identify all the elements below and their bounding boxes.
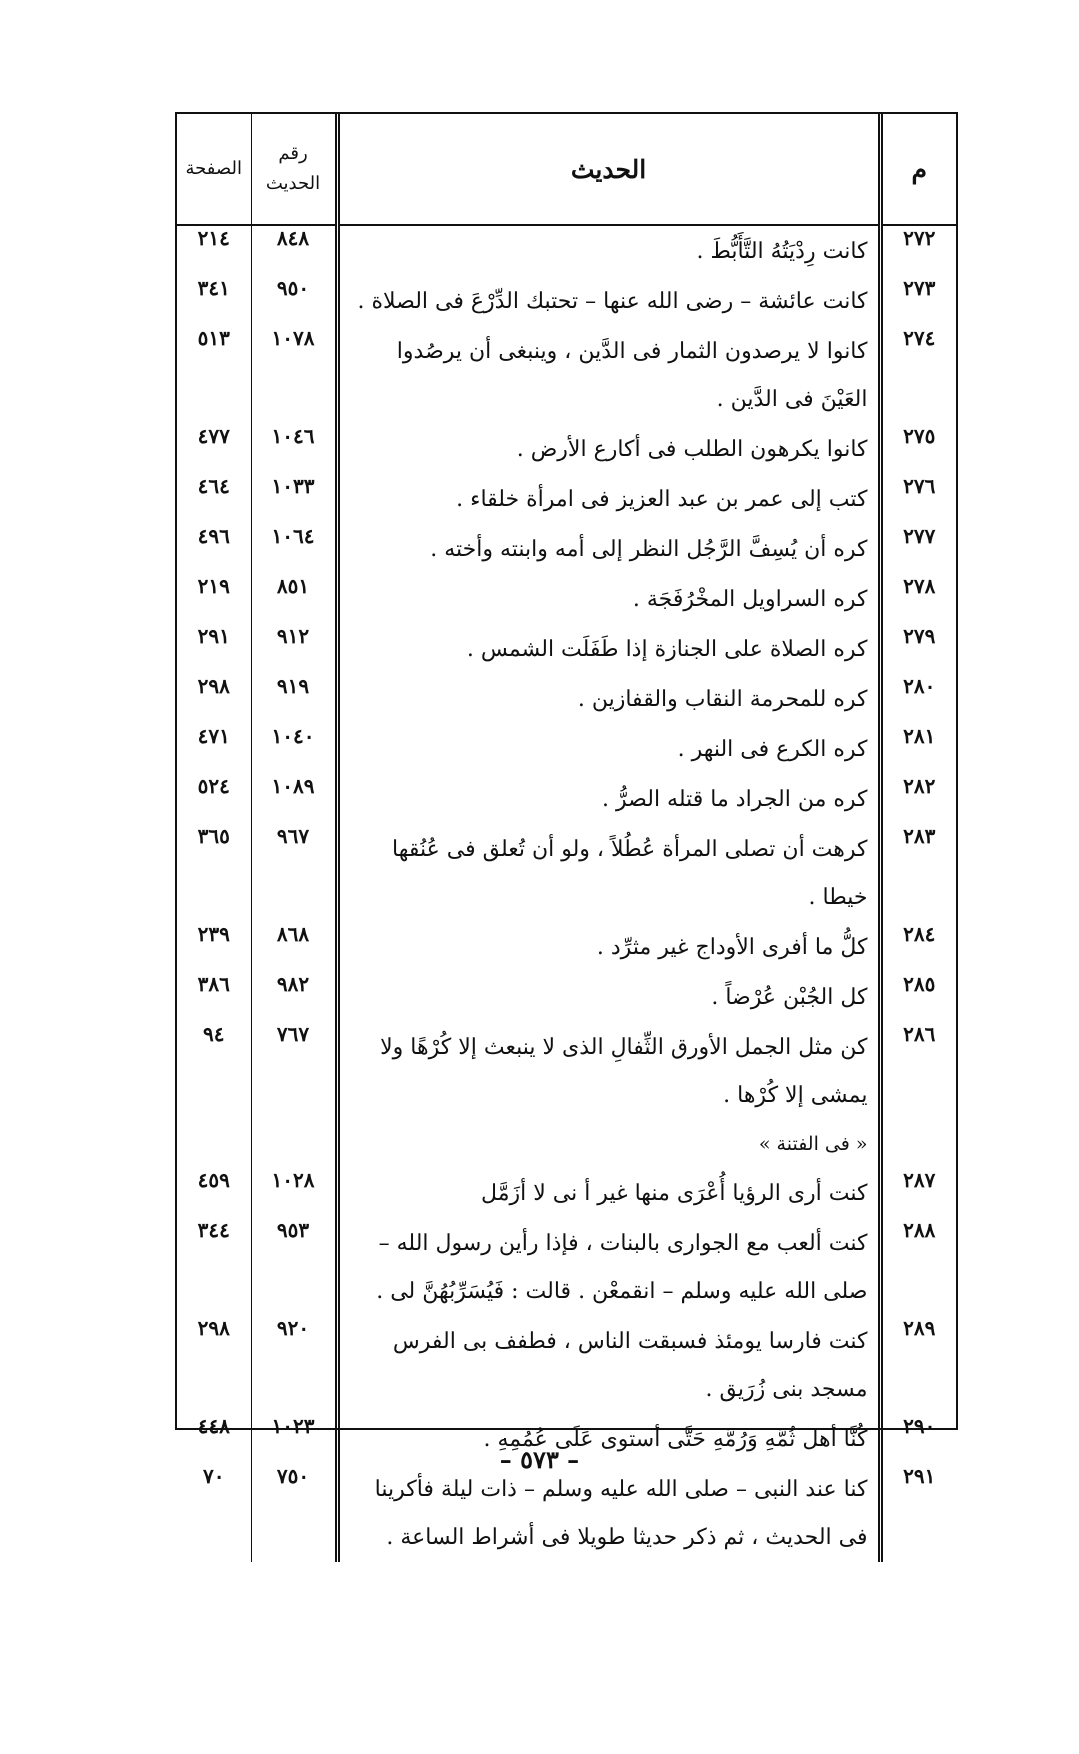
row-number: ٢٨٩ (880, 1316, 956, 1414)
hadith-number: ١٠٧٨ (251, 326, 337, 424)
hadith-text: كانوا لا يرصدون الثمار فى الدَّين ، وينبغى أن يرصُدوا العَيْنَ فى الدَّين . (337, 326, 880, 424)
row-number: ٢٨٣ (880, 824, 956, 922)
row-number: ٢٨٤ (880, 922, 956, 972)
page-number: ٣٤١ (197, 276, 230, 300)
page-number: ٩٤ (203, 1022, 225, 1046)
hadith-number: ٨٤٨ (251, 225, 337, 276)
table-header-row (177, 114, 956, 225)
hadith-number: ٩٥٣ (251, 1218, 337, 1316)
header-hadith-number: رقم الحديث (251, 114, 337, 225)
hadith-text: كانت عائشة – رضى الله عنها – تحتبك الدِّرْعَ فى الصلاة . (337, 276, 880, 326)
hadith-number: ٩٥٠ (251, 276, 337, 326)
hadith-text: كرهت أن تصلى المرأة عُطُلاً ، ولو أن تُعلق فى عُنُقها خيطا . (337, 824, 880, 922)
hadith-number: ١٠٨٩ (251, 774, 337, 824)
hadith-text: كره أن يُسِفَّ الرَّجُل النظر إلى أمه وابنته وأخته . (337, 524, 880, 574)
table-row (177, 424, 956, 474)
hadith-text: كانوا يكرهون الطلب فى أكارع الأرض . (337, 424, 880, 474)
page-number: ٣٤٤ (197, 1218, 230, 1242)
hadith-text: كنا عند النبى – صلى الله عليه وسلم – ذات ليلة فأكرينا فى الحديث ، ثم ذكر حديثا طويلا فى أشراط الساعة . (337, 1464, 880, 1562)
hadith-number: ٩٨٢ (251, 972, 337, 1022)
row-number: ٢٧٣ (880, 276, 956, 326)
hadith-number: ١٠٤٦ (251, 424, 337, 474)
table-row (177, 922, 956, 972)
table-row (177, 225, 956, 276)
row-number: ٢٧٦ (880, 474, 956, 524)
page-number: ٣٨٦ (197, 972, 230, 996)
row-number: ٢٧٩ (880, 624, 956, 674)
hadith-text: كره للمحرمة النقاب والقفازين . (337, 674, 880, 724)
table-row (177, 474, 956, 524)
hadith-number: ٩١٩ (251, 674, 337, 724)
hadith-text: كنت أرى الرؤيا أُعْرَى منها غير أ نى لا أزَمَّل (337, 1168, 880, 1218)
table-row (177, 774, 956, 824)
hadith-text: كنت ألعب مع الجوارى بالبنات ، فإذا رأين رسول الله – صلى الله عليه وسلم – انقمعْن . قالت : فَيُسَرِّبُهُنَّ لى . (337, 1218, 880, 1316)
hadith-number: ٧٥٠ (251, 1464, 337, 1562)
hadith-number: ٩٢٠ (251, 1316, 337, 1414)
header-page: الصفحة (177, 114, 251, 225)
hadith-text: كانت رِدْيَتُهُ التَّأَبُّطَ . (337, 225, 880, 276)
page-number: ٥٢٤ (197, 774, 230, 798)
hadith-number: ٨٦٨ (251, 922, 337, 972)
row-number: ٢٨٠ (880, 674, 956, 724)
table-row (177, 624, 956, 674)
row-number: ٢٨٧ (880, 1168, 956, 1218)
table-row (177, 1464, 956, 1562)
table-row (177, 1316, 956, 1414)
table-row (177, 674, 956, 724)
table-row (177, 1218, 956, 1316)
hadith-text: كُنَّا أهل ثُمَّهِ وَرُمَّهِ حَتَّى أستوى عَلَى عُمُمِهِ . (337, 1414, 880, 1464)
page-number: ٤٤٨ (197, 1414, 230, 1438)
row-number: ٢٨٥ (880, 972, 956, 1022)
hadith-number: ١٠٤٠ (251, 724, 337, 774)
page-number: ٤٧٧ (197, 424, 230, 448)
hadith-number: ٨٥١ (251, 574, 337, 624)
table-row (177, 824, 956, 922)
row-number: ٢٧٧ (880, 524, 956, 574)
hadith-number: ١٠٣٣ (251, 474, 337, 524)
row-number: ٢٨٢ (880, 774, 956, 824)
page-number: ٤٦٤ (197, 474, 230, 498)
page-number: ٤٩٦ (197, 524, 230, 548)
row-number: ٢٨١ (880, 724, 956, 774)
row-number: ٢٧٨ (880, 574, 956, 624)
page-number: ٢٩١ (197, 624, 230, 648)
hadith-text-body: كن مثل الجمل الأورق الثِّفالِ الذى لا ينبعث إلا كُرْهًا ولا يمشى إلا كُرْها . (380, 1035, 868, 1108)
hadith-text: كره الصلاة على الجنازة إذا طَفَلَت الشمس . (337, 624, 880, 674)
table-row (177, 1022, 956, 1168)
hadith-note: « فى الفتنة » (758, 1133, 868, 1155)
page-number: ٧٠ (203, 1464, 225, 1488)
hadith-number: ١٠٢٨ (251, 1168, 337, 1218)
header-hadith: الحديث (337, 114, 880, 225)
hadith-number: ٩١٢ (251, 624, 337, 674)
table-row (177, 524, 956, 574)
page-number: ٢١٩ (197, 574, 230, 598)
table-row (177, 326, 956, 424)
page-number: ٢٩٨ (197, 1316, 230, 1340)
page-footer-number: – ٥٧٣ – (499, 1445, 580, 1474)
page-number: ٤٥٩ (197, 1168, 230, 1192)
row-number: ٢٩١ (880, 1464, 956, 1562)
table-row (177, 276, 956, 326)
row-number: ٢٧٤ (880, 326, 956, 424)
table-row (177, 724, 956, 774)
hadith-number: ١٠٦٤ (251, 524, 337, 574)
hadith-text: كتب إلى عمر بن عبد العزيز فى امرأة خلقاء . (337, 474, 880, 524)
hadith-text: كنت فارسا يومئذ فسبقت الناس ، فطفف بى الفرس مسجد بنى زُرَيق . (337, 1316, 880, 1414)
hadith-number: ١٠٢٣ (251, 1414, 337, 1464)
row-number: ٢٧٢ (880, 225, 956, 276)
page-number: ٤٧١ (197, 724, 230, 748)
row-number: ٢٨٨ (880, 1218, 956, 1316)
hadith-text: كره من الجراد ما قتله الصرُّ . (337, 774, 880, 824)
page-number: ٥١٣ (197, 326, 230, 350)
hadith-number: ٩٦٧ (251, 824, 337, 922)
header-num: م (880, 114, 956, 225)
table-row (177, 574, 956, 624)
row-number: ٢٩٠ (880, 1414, 956, 1464)
hadith-text: كلُّ ما أفرى الأوداج غير مثرِّد . (337, 922, 880, 972)
hadith-text: كل الجُبْن عُرْضاً . (337, 972, 880, 1022)
row-number: ٢٨٦ (880, 1022, 956, 1168)
hadith-index-table (177, 114, 956, 1562)
page-number: ٢٣٩ (197, 922, 230, 946)
hadith-text: كره الكرع فى النهر . (337, 724, 880, 774)
hadith-text: كره السراويل المخْرُفَجَة . (337, 574, 880, 624)
row-number: ٢٧٥ (880, 424, 956, 474)
page-number: ٢٩٨ (197, 674, 230, 698)
hadith-text (337, 1022, 880, 1168)
page-number: ٣٦٥ (197, 824, 230, 848)
table-row (177, 972, 956, 1022)
table-row (177, 1168, 956, 1218)
page-number: ٢١٤ (197, 226, 230, 250)
hadith-number: ٧٦٧ (251, 1022, 337, 1168)
